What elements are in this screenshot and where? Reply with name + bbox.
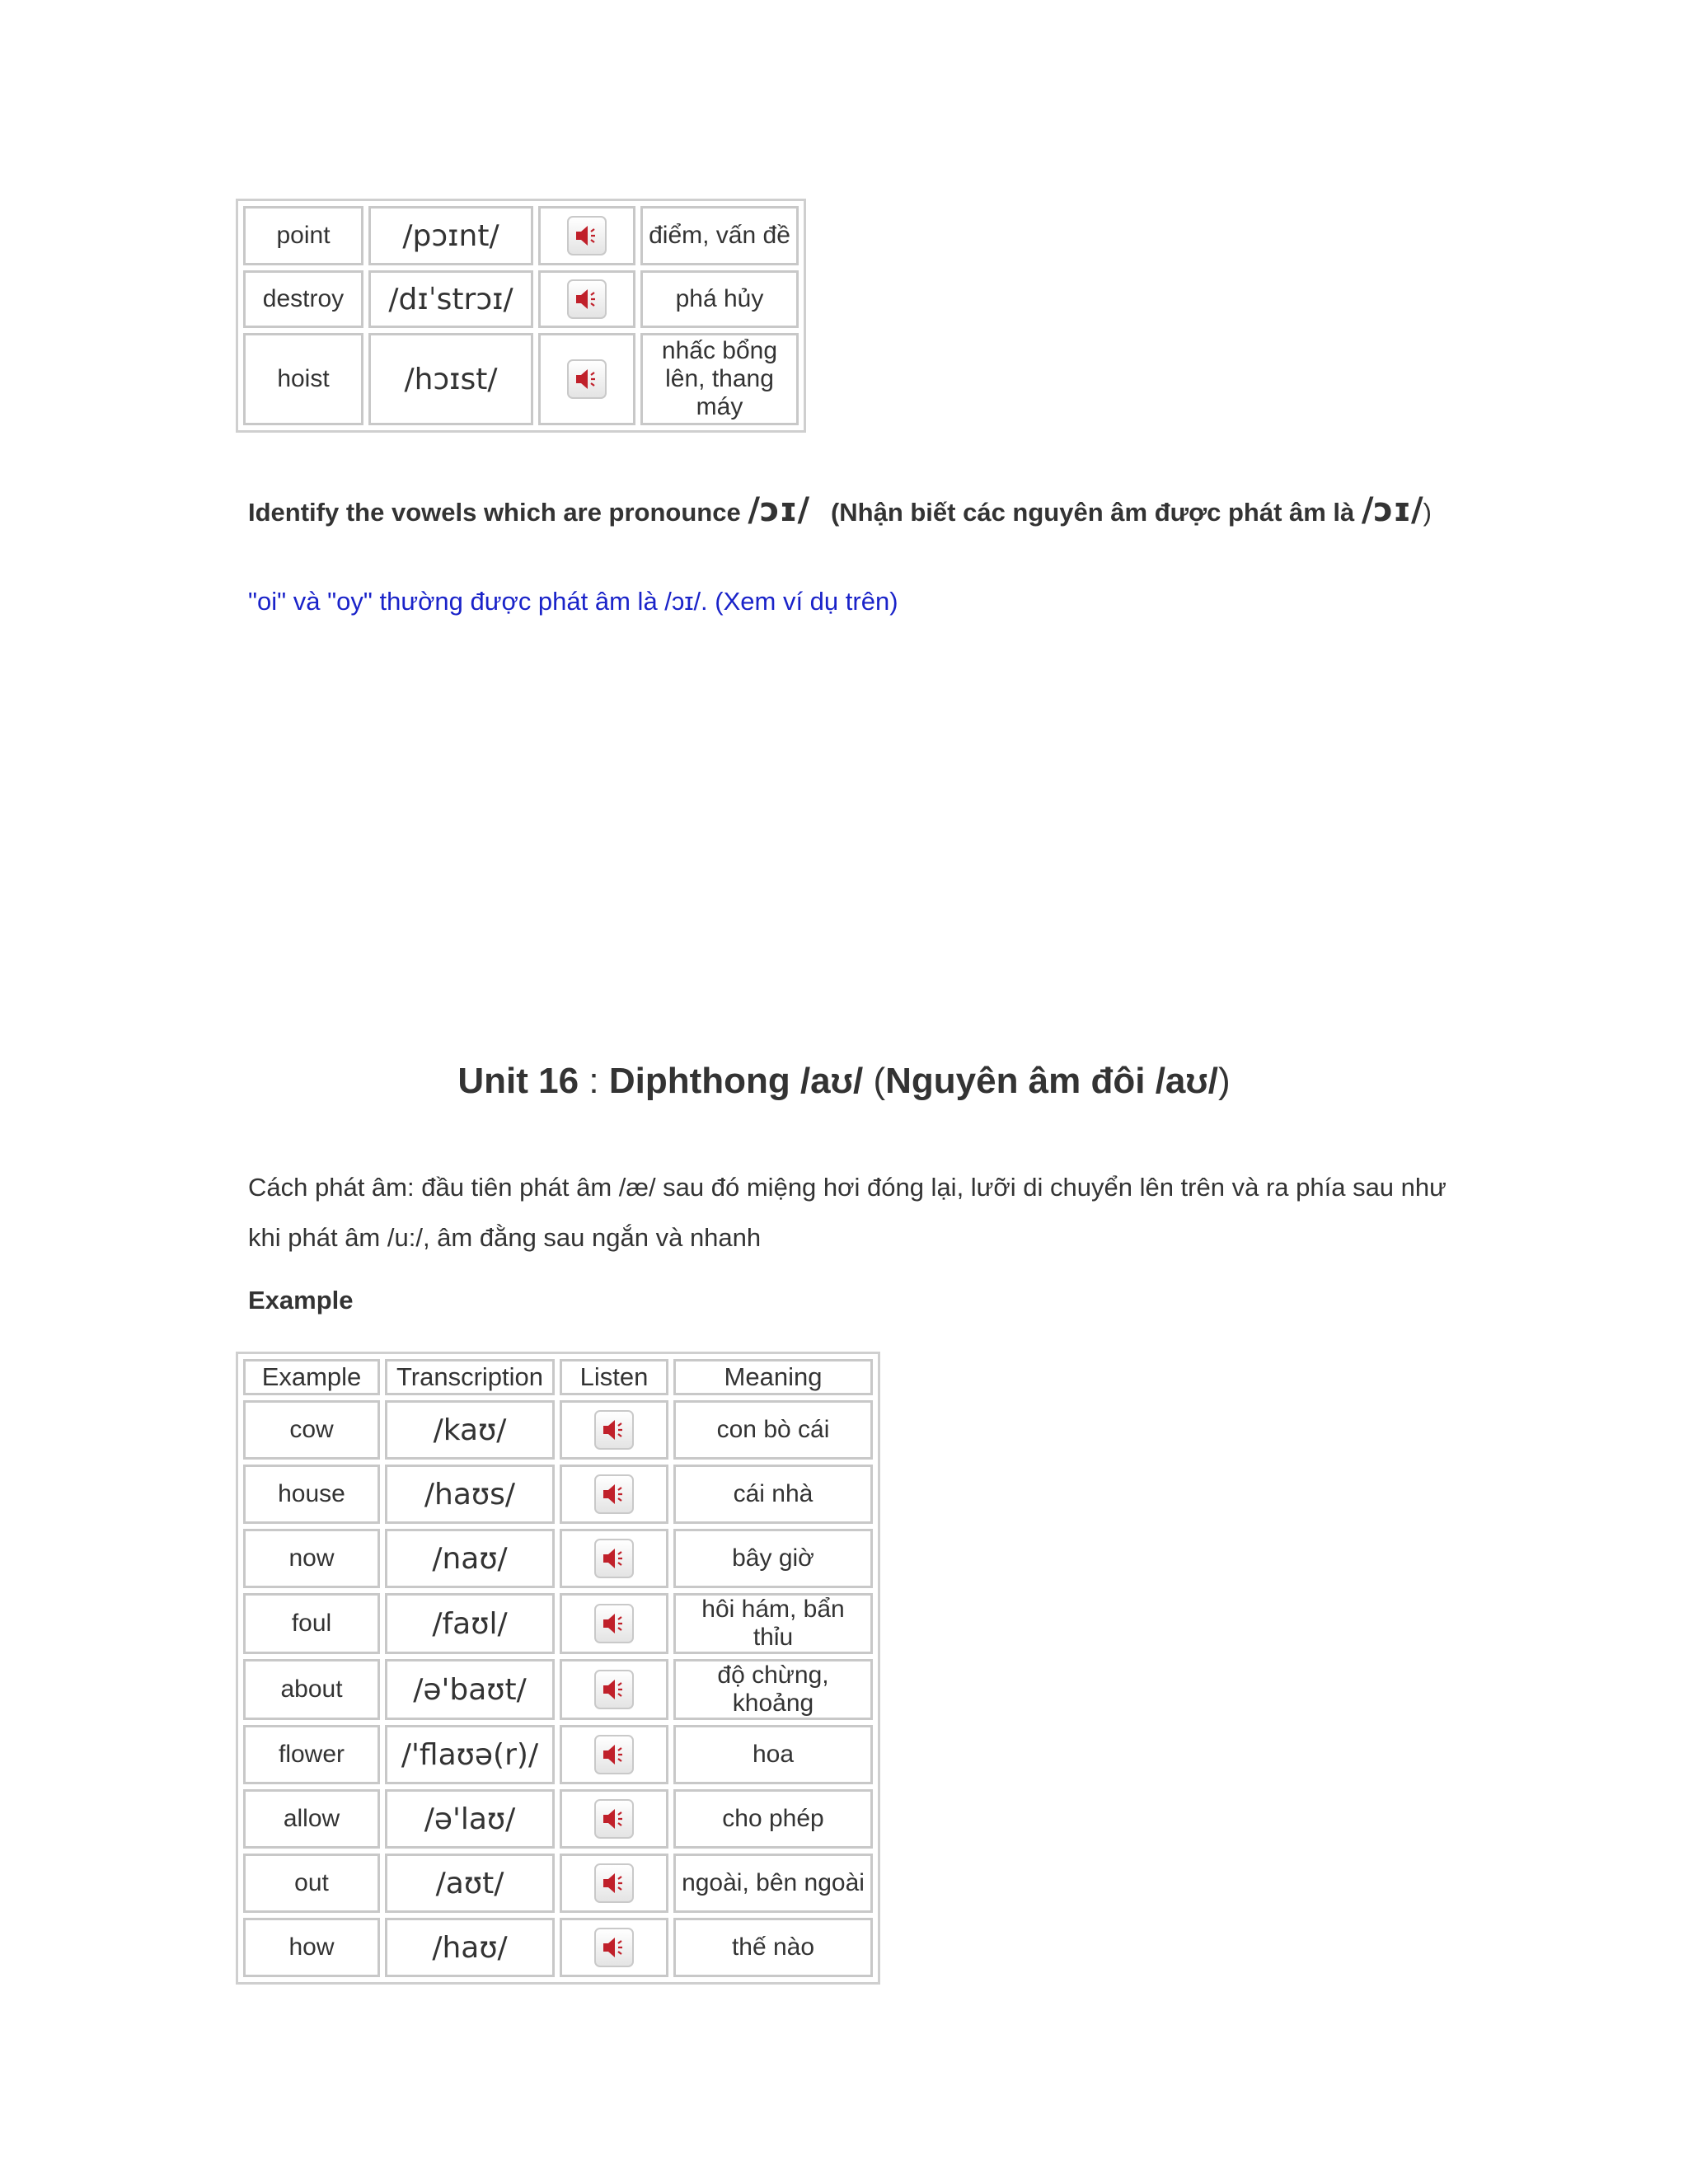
word-cell: about — [243, 1659, 380, 1720]
word-cell: flower — [243, 1725, 380, 1784]
meaning-cell: điểm, vấn đề — [640, 206, 799, 265]
listen-cell — [560, 1529, 668, 1588]
pronunciation-instructions: Cách phát âm: đầu tiên phát âm /æ/ sau đó miệng hơi đóng lại, lưỡi di chuyển lên trên và ra phía sau như khi phát âm /u:/, âm đằng sau ngắn và nhanh — [248, 1173, 1447, 1252]
listen-cell — [560, 1593, 668, 1654]
speaker-icon[interactable] — [594, 1670, 634, 1709]
meaning-cell: hôi hám, bẩn thỉu — [673, 1593, 873, 1654]
spelling-note: "oi" và "oy" thường được phát âm là /ɔɪ/. (Xem ví dụ trên) — [248, 587, 898, 616]
table-row — [243, 333, 799, 425]
speaker-icon[interactable] — [567, 359, 607, 399]
word-cell: destroy — [243, 270, 363, 328]
speaker-icon[interactable] — [567, 216, 607, 255]
word-cell: cow — [243, 1400, 380, 1460]
speaker-icon[interactable] — [594, 1799, 634, 1839]
header-example: Example — [243, 1359, 380, 1395]
transcription-cell: /dɪˈstrɔɪ/ — [368, 270, 533, 328]
table-row — [243, 1854, 873, 1913]
meaning-cell: bây giờ — [673, 1529, 873, 1588]
example-heading: Example — [248, 1286, 354, 1315]
unit-topic: Diphthong /aʊ/ — [608, 1061, 864, 1101]
table-row — [243, 1400, 873, 1460]
vocab-table-au — [236, 1352, 880, 1985]
word-cell: allow — [243, 1789, 380, 1849]
meaning-cell: hoa — [673, 1725, 873, 1784]
header-meaning: Meaning — [673, 1359, 873, 1395]
transcription-cell: /ə'laʊ/ — [385, 1789, 555, 1849]
speaker-icon[interactable] — [594, 1735, 634, 1774]
meaning-cell: nhấc bổng lên, thang máy — [640, 333, 799, 425]
table-row — [243, 1465, 873, 1524]
paren-open: ( — [873, 1061, 886, 1101]
transcription-cell: /ə'baʊt/ — [385, 1659, 555, 1720]
meaning-cell: con bò cái — [673, 1400, 873, 1460]
table-row — [243, 206, 799, 265]
unit-vi-title: Nguyên âm đôi /aʊ/ — [885, 1061, 1218, 1101]
speaker-icon[interactable] — [594, 1604, 634, 1643]
listen-cell — [560, 1400, 668, 1460]
word-cell: house — [243, 1465, 380, 1524]
word-cell: foul — [243, 1593, 380, 1654]
transcription-cell: /haʊ/ — [385, 1918, 555, 1977]
listen-cell — [560, 1918, 668, 1977]
word-cell: out — [243, 1854, 380, 1913]
listen-cell — [538, 333, 635, 425]
speaker-icon[interactable] — [567, 279, 607, 319]
transcription-cell: /kaʊ/ — [385, 1400, 555, 1460]
identify-ipa: /ɔɪ/ — [748, 491, 810, 529]
meaning-cell: phá hủy — [640, 270, 799, 328]
table-row — [243, 1529, 873, 1588]
speaker-icon[interactable] — [594, 1863, 634, 1903]
unit-label: Unit 16 — [457, 1061, 579, 1101]
table-header-row — [243, 1359, 873, 1395]
transcription-cell: /'flaʊə(r)/ — [385, 1725, 555, 1784]
table-row — [243, 1789, 873, 1849]
listen-cell — [560, 1465, 668, 1524]
listen-cell — [538, 206, 635, 265]
table-row — [243, 1725, 873, 1784]
word-cell: how — [243, 1918, 380, 1977]
identify-vi-text: (Nhận biết các nguyên âm được phát âm là — [830, 498, 1355, 527]
table-row — [243, 1659, 873, 1720]
transcription-cell: /faʊl/ — [385, 1593, 555, 1654]
meaning-cell: ngoài, bên ngoài — [673, 1854, 873, 1913]
listen-cell — [538, 270, 635, 328]
word-cell: point — [243, 206, 363, 265]
table-row — [243, 270, 799, 328]
header-listen: Listen — [560, 1359, 668, 1395]
identify-text: Identify the vowels which are pronounce — [248, 498, 741, 527]
unit-title — [0, 1061, 1688, 1102]
meaning-cell: độ chừng, khoảng — [673, 1659, 873, 1720]
header-transcription: Transcription — [385, 1359, 555, 1395]
speaker-icon[interactable] — [594, 1410, 634, 1450]
table-row — [243, 1593, 873, 1654]
word-cell: now — [243, 1529, 380, 1588]
meaning-cell: cái nhà — [673, 1465, 873, 1524]
word-cell: hoist — [243, 333, 363, 425]
speaker-icon[interactable] — [594, 1928, 634, 1967]
unit-colon: : — [588, 1061, 599, 1101]
listen-cell — [560, 1725, 668, 1784]
identify-heading — [248, 491, 1432, 529]
listen-cell — [560, 1659, 668, 1720]
table-row — [243, 1918, 873, 1977]
transcription-cell: /pɔɪnt/ — [368, 206, 533, 265]
meaning-cell: cho phép — [673, 1789, 873, 1849]
listen-cell — [560, 1854, 668, 1913]
transcription-cell: /hɔɪst/ — [368, 333, 533, 425]
transcription-cell: /aʊt/ — [385, 1854, 555, 1913]
speaker-icon[interactable] — [594, 1474, 634, 1514]
transcription-cell: /haʊs/ — [385, 1465, 555, 1524]
identify-vi-ipa: /ɔɪ/ — [1361, 491, 1423, 529]
transcription-cell: /naʊ/ — [385, 1529, 555, 1588]
speaker-icon[interactable] — [594, 1539, 634, 1578]
vocab-table-oi — [236, 199, 806, 433]
identify-close: ) — [1423, 498, 1432, 527]
meaning-cell: thế nào — [673, 1918, 873, 1977]
listen-cell — [560, 1789, 668, 1849]
paren-close: ) — [1217, 1061, 1231, 1101]
